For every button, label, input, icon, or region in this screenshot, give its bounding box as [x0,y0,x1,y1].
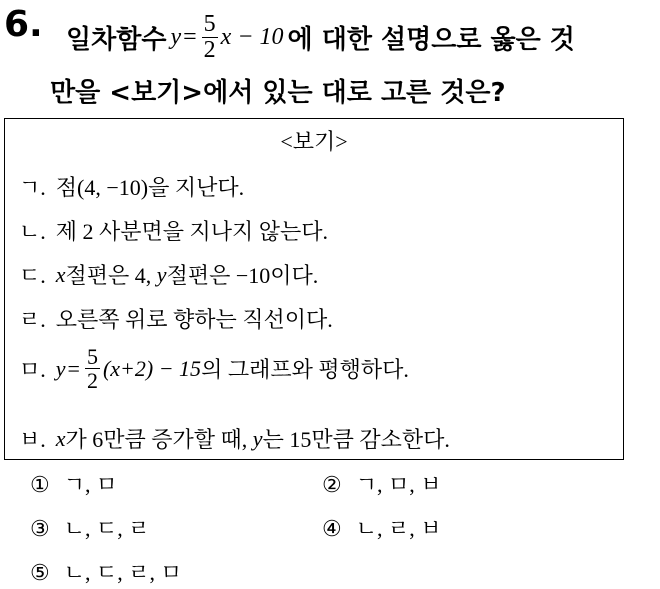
equation-rest: (x+2) − 15 [102,355,202,381]
bogi-item-rieul [19,303,333,334]
bogi-box [4,118,624,460]
bogi-title: <보기> [280,129,348,154]
question-prefix: 일차함수 [66,25,167,56]
bogi-item-digeut [19,259,318,290]
item-text: 가 6만큼 증가할 때, [65,427,253,452]
question-line-1 [66,12,575,63]
option-2[interactable] [322,468,442,499]
item-label: ㄴ. [19,219,46,244]
equation-equals: = [67,355,80,381]
option-number: ② [322,472,342,497]
question-number: 6. [4,4,43,45]
fraction-denominator: 2 [203,37,216,64]
item-text: 절편은 4, [65,263,157,288]
item-text-2: 절편은 −10이다. [166,263,319,288]
item-text: 제 2 사분면을 지나지 않는다. [55,219,329,244]
equation-y: y [55,355,66,381]
equation-rest: x − 10 [220,24,284,51]
option-5[interactable] [30,556,182,587]
option-number: ④ [322,516,342,541]
option-3[interactable] [30,512,150,543]
option-number: ① [30,472,50,497]
option-text: ㄱ, ㅁ [63,472,118,497]
item-label: ㄹ. [19,307,46,332]
item-text: 점(4, −10)을 지난다. [55,175,245,200]
item-var-y: y [252,425,263,451]
option-text: ㄴ, ㄹ, ㅂ [355,516,442,541]
fraction-denominator: 2 [86,368,98,394]
option-number: ③ [30,516,50,541]
item-var-x: x [55,425,66,451]
question-suffix: 에 대한 설명으로 옳은 것 [287,25,575,56]
option-text: ㄱ, ㅁ, ㅂ [355,472,442,497]
bogi-item-mieum [19,345,409,392]
equation-fraction [85,345,100,392]
question-equation [170,12,283,63]
fraction-numerator: 5 [86,344,98,369]
equation-fraction [202,12,218,63]
bogi-item-giyeok [19,171,244,202]
fraction-numerator: 5 [203,11,216,37]
item-var-y: y [156,261,167,287]
option-text: ㄴ, ㄷ, ㄹ [63,516,150,541]
option-1[interactable] [30,468,117,499]
item-label: ㅁ. [19,357,46,383]
item-label: ㄱ. [19,175,46,200]
question-line-2: 만을 <보기>에서 있는 대로 고른 것은? [50,78,506,108]
bogi-item-nieun [19,215,328,246]
option-text: ㄴ, ㄷ, ㄹ, ㅁ [63,560,182,585]
item-var-x: x [55,261,66,287]
item-label: ㄷ. [19,263,46,288]
item-text: 의 그래프와 평행하다. [201,357,409,383]
equation-y: y [170,24,182,51]
equation-equals: = [183,24,197,51]
option-number: ⑤ [30,560,50,585]
bogi-item-bieup [19,423,450,454]
option-4[interactable] [322,512,442,543]
item-text: 오른쪽 위로 향하는 직선이다. [55,307,333,332]
item-text-2: 는 15만큼 감소한다. [262,427,450,452]
item-label: ㅂ. [19,427,46,452]
